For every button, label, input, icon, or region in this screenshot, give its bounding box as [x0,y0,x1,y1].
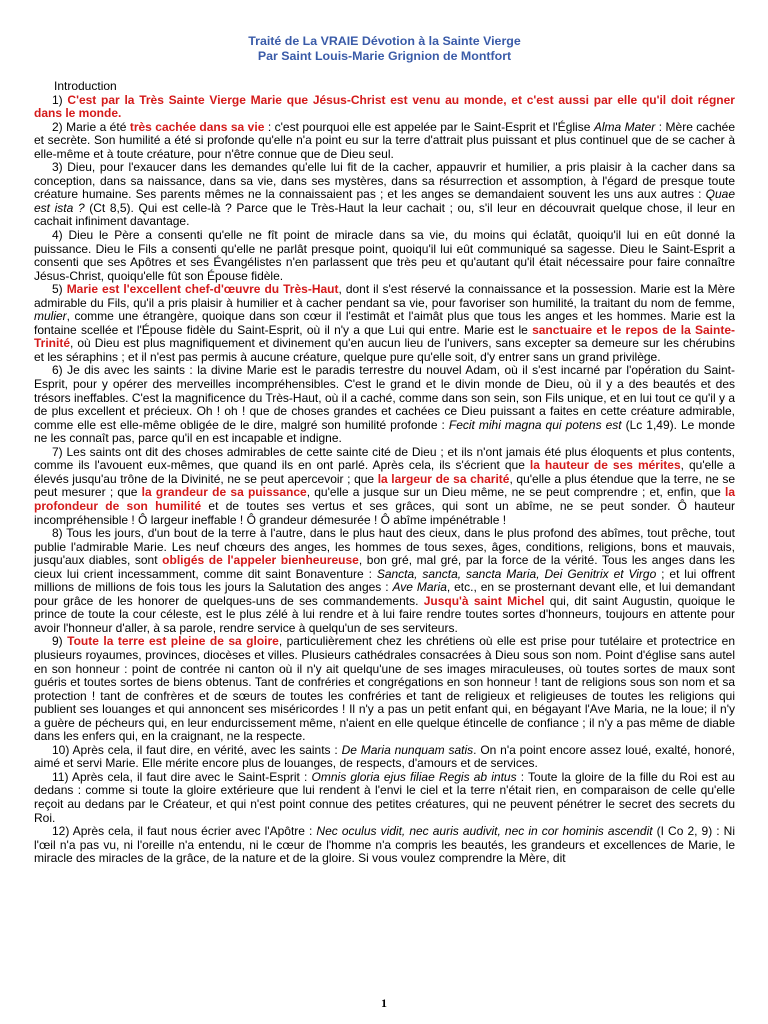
highlighted-phrase: obligés de l'appeler bienheureuse [162,553,359,568]
paragraph [34,825,735,866]
document-title [34,34,735,64]
highlighted-phrase: Jusqu'à saint Michel [423,593,545,608]
paragraph [34,527,735,635]
highlighted-phrase: la hauteur de ses mérites [529,458,681,473]
title-line-1: Traité de La VRAIE Dévotion à la Sainte Vierge [248,34,521,48]
text-run: (Lc 1,49). Le monde ne les connaît pas, parce qu'il en est incapable et indigne. [34,417,736,446]
text-run: 11) Après cela, il faut dire avec le Saint-Esprit : [52,769,312,784]
introduction-heading: Introduction [54,79,117,93]
highlighted-phrase: Toute la terre est pleine de sa gloire [67,634,279,649]
latin-quote: Omnis gloria ejus filiae Regis ab intus [311,769,517,784]
text-run: 7) Les saints ont dit des choses admirables de cette sainte cité de Dieu ; et ils n'ont jamais été plus éloquents et plus contents, comme ils l'avouent eux-mêmes, que quand ils en ont parlé. Après cela, ils s'écrient que [34,444,735,473]
text-run: 8) Tous les jours, d'un bout de la terre à l'autre, dans le plus haut des cieux, dans le plus profond des abîmes, tout prêche, tout publie l'admirable Marie. Les neuf chœurs des anges, les hommes de tous sexes, âges, conditions, religions, bons et mauvais, jusqu'aux diables, sont [34,526,735,568]
latin-quote: Fecit mihi magna qui potens est [448,417,622,432]
paragraph [34,446,735,527]
paragraph [34,121,735,162]
latin-quote: Nec oculus vidit, nec auris audivit, nec in cor hominis ascendit [316,824,653,839]
text-run: : Mère cachée et secrète. Son humilité a été si profonde qu'elle n'a point eu sur la terre d'attrait plus puissant et plus continuel que de se cacher à elle-même et à toute créature, pour n'être connue que de Dieu seul. [34,119,736,161]
paragraph-list [34,94,735,866]
highlighted-phrase: la grandeur de sa puissance [141,485,307,500]
text-run: , dont il s'est réservé la connaissance et la possession. Marie est la Mère admirable du Fils, qu'il a pris plaisir à humilier et à cacher pendant sa vie, pour favoriser son humilité, la traitant du nom de femme, [34,282,735,310]
latin-quote: mulier [34,309,67,324]
text-run: : Toute la gloire de la fille du Roi est au dedans : comme si toute la gloire extérieure que lui rendent à l'envi le ciel et la terre n'était rien, en comparaison de celle qu'elle reçoit au dedans par le Créateur, et qui n'est point connue des petites créatures, qui ne peuvent pénétrer le secret des secrets du Roi. [34,769,735,825]
highlighted-phrase: très cachée dans sa vie [129,119,265,134]
document-body [34,80,735,866]
paragraph [34,283,735,364]
text-run: , où Dieu est plus magnifiquement et divinement qu'en aucun lieu de l'univers, sans excepter sa demeure sur les chérubins et les séraphins ; et il n'est pas permis à aucune créature, quelque pure qu'elle soit, d'y entrer sans un grand privilège. [34,336,735,364]
highlighted-phrase: la largeur de sa charité [377,471,510,486]
paragraph [34,635,735,743]
text-run: , comme une étrangère, quoique dans son cœur il l'estimât et l'aimât plus que tous les anges et les hommes. Marie est la fontaine scellée et l'Épouse fidèle du Saint-Esprit, où il n'y a que Lui qui entre. Marie est le [34,309,735,337]
text-run: , qu'elle a plus étendue que la terre, ne se peut mesurer ; que [34,471,735,500]
text-run: qui, dit saint Augustin, quoique le prince de toute la cour céleste, est le plus zélé à lui rendre et à lui faire rendre toutes sortes d'honneurs, toujours en attente pour avoir l'honneur d'aller, à sa parole, rendre service à quelqu'un de ses serviteurs. [34,593,736,635]
latin-quote: Quae est ista ? [34,187,735,215]
text-run: : c'est pourquoi elle est appelée par le Saint-Esprit et l'Église [264,119,594,134]
highlighted-phrase: la profondeur de son humilité [34,485,735,513]
text-run: , etc., en se prosternant devant elle, et lui demandant pour grâce de les honorer de quelques-uns de ses commandements. [34,580,735,608]
text-run: (I Co 2, 9) : Ni l'œil n'a pas vu, ni l'oreille n'a entendu, ni le cœur de l'homme n'a compris les beautés, les grandeurs et excellences de Marie, le miracle des miracles de la grâce, de la nature et de la gloire. Si vous voulez comprendre la Mère, dit [34,824,735,866]
latin-quote: Ave Maria [392,580,447,595]
paragraph [34,771,735,825]
text-run: 5) [52,282,67,297]
text-run: , bon gré, mal gré, par la force de la vérité. Tous les anges dans les cieux lui crient incessamment, comme dit saint Bonaventure : [34,553,736,581]
latin-quote: Sancta, sancta, sancta Maria, Dei Genitrix et Virgo [376,566,657,581]
page-number: 1 [381,996,387,1010]
document-page [34,34,735,866]
text-run: 4) Dieu le Père a consenti qu'elle ne fît point de miracle dans sa vie, du moins qui éclatât, quoiqu'il lui en eût donné la puissance. Dieu le Fils a consenti qu'elle ne parlât presque point, quoiqu'il lui eût communiqué sa sagesse. Dieu le Saint-Esprit a consenti que ses Apôtres et ses Évangélistes n'en parlassent que très peu et qu'autant qu'il était nécessaire pour faire connaître Jésus-Christ, quoiqu'elle fût son Épouse fidèle. [34,228,735,283]
highlighted-phrase: sanctuaire et le repos de la Sainte-Trinité [34,322,735,351]
text-run: 1) [52,92,68,107]
text-run: , particulièrement chez les chrétiens où elle est prise pour tutélaire et protectrice en plusieurs royaumes, provinces, diocèses et villes. Plusieurs cathédrales consacrées à Dieu sous son nom. Point d'église sans autel en son honneur : point de contrée ni canton où il n'y ait quelqu'une de ses images miraculeuses, où toutes sortes de maux sont guéris et toutes sortes de biens obtenus. Tant de confréries et congrégations en son honneur ! tant de religions sous son nom et sa protection ! tant de confrères et de sœurs de toutes les confréries et tant de religieux et religieuses de toutes les religions qui publient ses louanges et qui annoncent ses miséricordes ! Il n'y a pas un petit enfant qui, en bégayant l'Ave Maria, ne la loue; il n'y a guère de pécheurs qui, en leur endurcissement même, n'aient en elle quelque étincelle de confiance ; il n'y a pas même de diable dans les enfers qui, en la craignant, ne la respecte. [34,634,735,744]
text-run: . On n'a point encore assez loué, exalté, honoré, aimé et servi Marie. Elle mérite encore plus de louanges, de respects, d'amours et de services. [34,742,735,771]
text-run: , qu'elle a jusque sur un Dieu même, ne se peut comprendre ; et, enfin, que [306,485,725,500]
text-run: et de toutes ses vertus et ses grâces, qui sont un abîme, ne se peut sonder. Ô hauteur incompréhensible ! Ô largeur ineffable ! Ô grandeur démesurée ! Ô abîme impénétrable ! [34,498,735,527]
paragraph [34,364,735,445]
text-run: 2) Marie a été [52,119,130,134]
text-run: 3) Dieu, pour l'exaucer dans les demandes qu'elle lui fit de la cacher, appauvrir et humilier, a pris plaisir à la cacher dans sa conception, dans sa naissance, dans sa vie, dans ses mystères, dans sa résurrection et assomption, à l'égard de presque toute créature humaine. Ses parents mêmes ne la connaissaient pas ; et les anges se demandaient souvent les uns aux autres : [34,160,735,202]
latin-quote: Alma Mater [593,119,656,134]
text-run: , qu'elle a élevés jusqu'au trône de la Divinité, ne se peut apercevoir ; que [34,458,735,486]
highlighted-phrase: C'est par la Très Sainte Vierge Marie que Jésus-Christ est venu au monde, et c'est aussi par elle qu'il doit régner dans le monde. [34,92,735,121]
highlighted-phrase: Marie est l'excellent chef-d'œuvre du Très-Haut [66,282,339,297]
text-run: 9) [52,634,68,649]
title-line-2: Par Saint Louis-Marie Grignion de Montfort [257,49,512,63]
text-run: 12) Après cela, il faut nous écrier avec l'Apôtre : [52,824,317,839]
text-run: 10) Après cela, il faut dire, en vérité, avec les saints : [52,742,342,757]
text-run: 6) Je dis avec les saints : la divine Marie est le paradis terrestre du nouvel Adam, où il s'est incarné par l'opération du Saint-Esprit, pour y opérer des merveilles incompréhensibles. C'est le grand et le divin monde de Dieu, où il y a des beautés et des trésors ineffables. C'est la magnificence du Très-Haut, où il a caché, comme dans son sein, son Fils unique, et en lui tout ce qu'il y a de plus excellent et précieux. Oh ! oh ! que de choses grandes et cachées ce Dieu puissant a faites en cette créature admirable, comme elle est elle-même obligée de le dire, malgré son humilité profonde : [34,363,735,432]
text-run: ; et lui offrent millions de millions de fois tous les jours la Salutation des anges : [34,566,735,595]
text-run: (Ct 8,5). Qui est celle-là ? Parce que le Très-Haut la leur cachait ; ou, s'il leur en découvrait quelque chose, il leur en cachait infiniment davantage. [34,200,735,229]
paragraph [34,161,735,229]
paragraph [34,229,735,283]
latin-quote: De Maria nunquam satis [341,742,474,757]
paragraph [34,744,735,771]
paragraph [34,94,735,121]
